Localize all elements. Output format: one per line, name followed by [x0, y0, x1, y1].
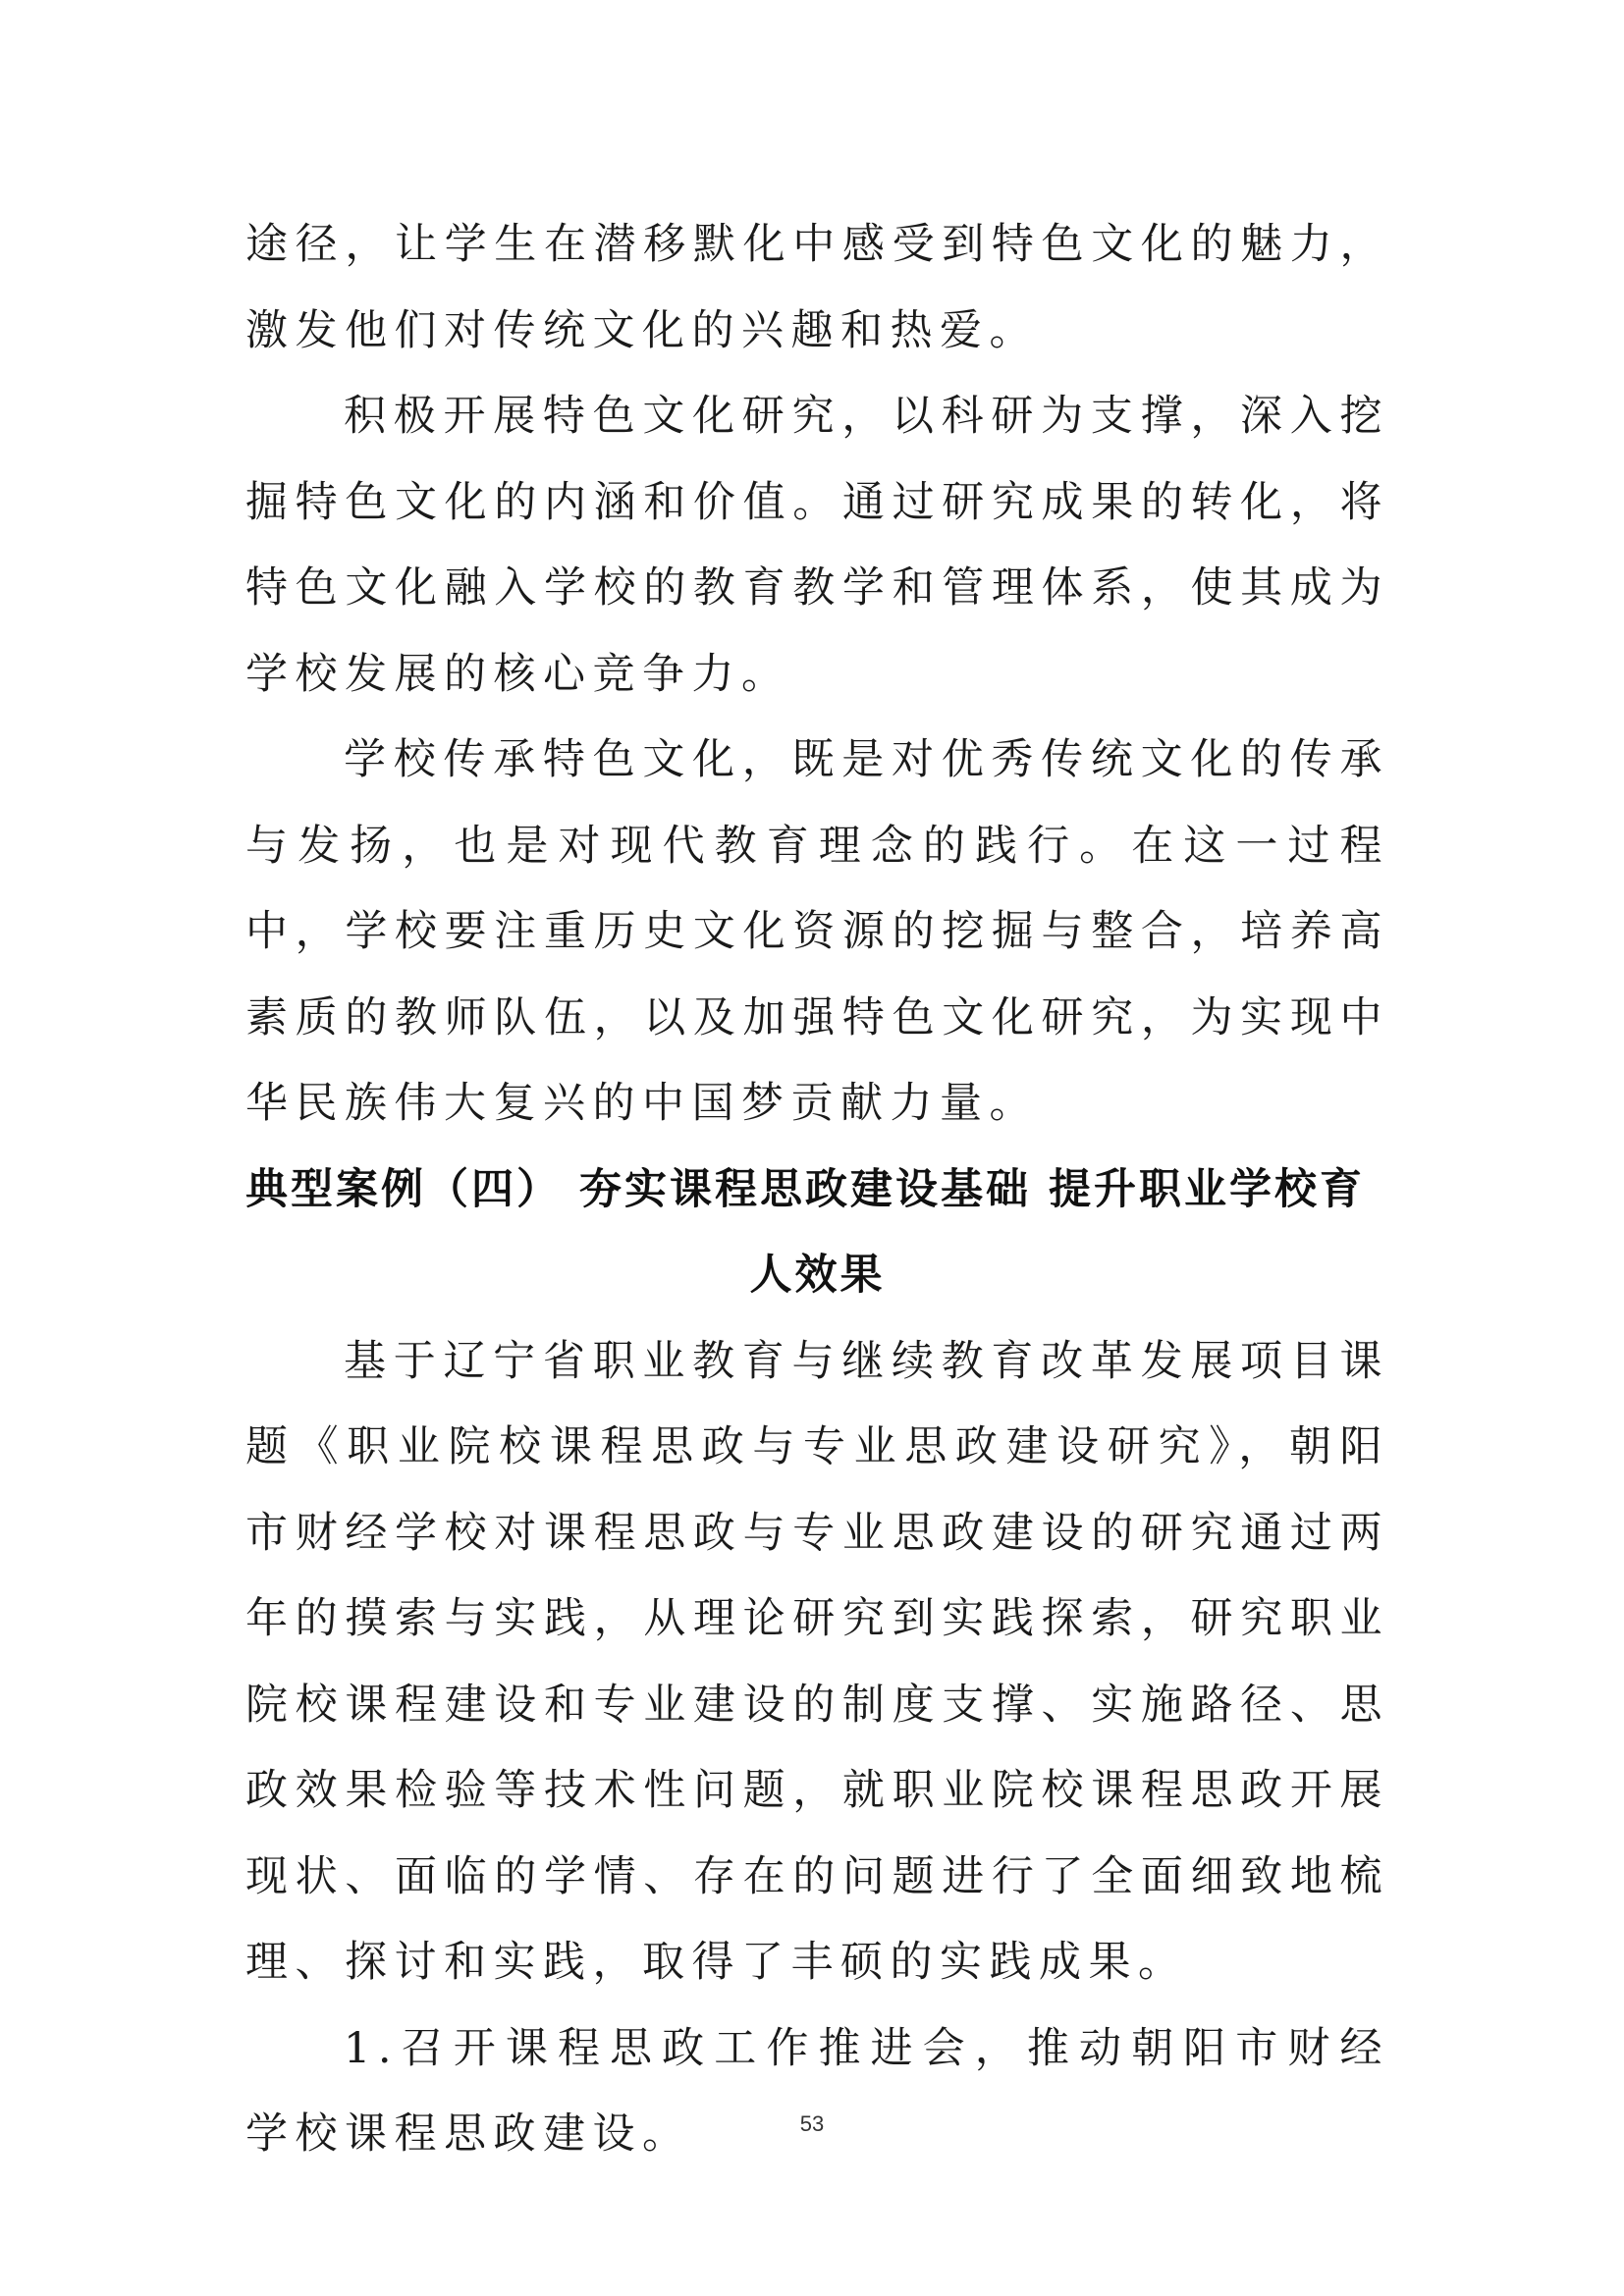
case-heading-line1: 典型案例（四） 夯实课程思政建设基础 提升职业学校育 — [245, 1164, 1365, 1214]
paragraph-continuation: 途径，让学生在潜移默化中感受到特色文化的魅力，激发他们对传统文化的兴趣和热爱。 — [245, 220, 1389, 355]
paragraph-research: 积极开展特色文化研究，以科研为支撑，深入挖掘特色文化的内涵和价值。通过研究成果的转化，将特色文化融入学校的教育教学和管理体系，使其成为学校发展的核心竞争力。 — [245, 392, 1389, 699]
paragraph-case-item-1: 1.召开课程思政工作推进会，推动朝阳市财经学校课程思政建设。 — [245, 2023, 1389, 2159]
paragraph-case-intro: 基于辽宁省职业教育与继续教育改革发展项目课题《职业院校课程思政与专业思政建设研究》，朝阳市财经学校对课程思政与专业思政建设的研究通过两年的摸索与实践，从理论研究到实践探索，研究职业院校课程建设和专业建设的制度支撑、实施路径、思政效果检验等技术性问题，就职业院校课程思政开展现状、面临的学情、存在的问题进行了全面细致地梳理、探讨和实践，取得了丰硕的实践成果。 — [245, 1336, 1389, 1987]
body-text — [245, 202, 1389, 2178]
paragraph-inheritance: 学校传承特色文化，既是对优秀传统文化的传承与发扬，也是对现代教育理念的践行。在这一过程中，学校要注重历史文化资源的挖掘与整合，培养高素质的教师队伍，以及加强特色文化研究，为实现中华民族伟大复兴的中国梦贡献力量。 — [245, 735, 1389, 1128]
page-number: 53 — [799, 2111, 825, 2136]
case-heading-line2: 人效果 — [749, 1251, 886, 1300]
